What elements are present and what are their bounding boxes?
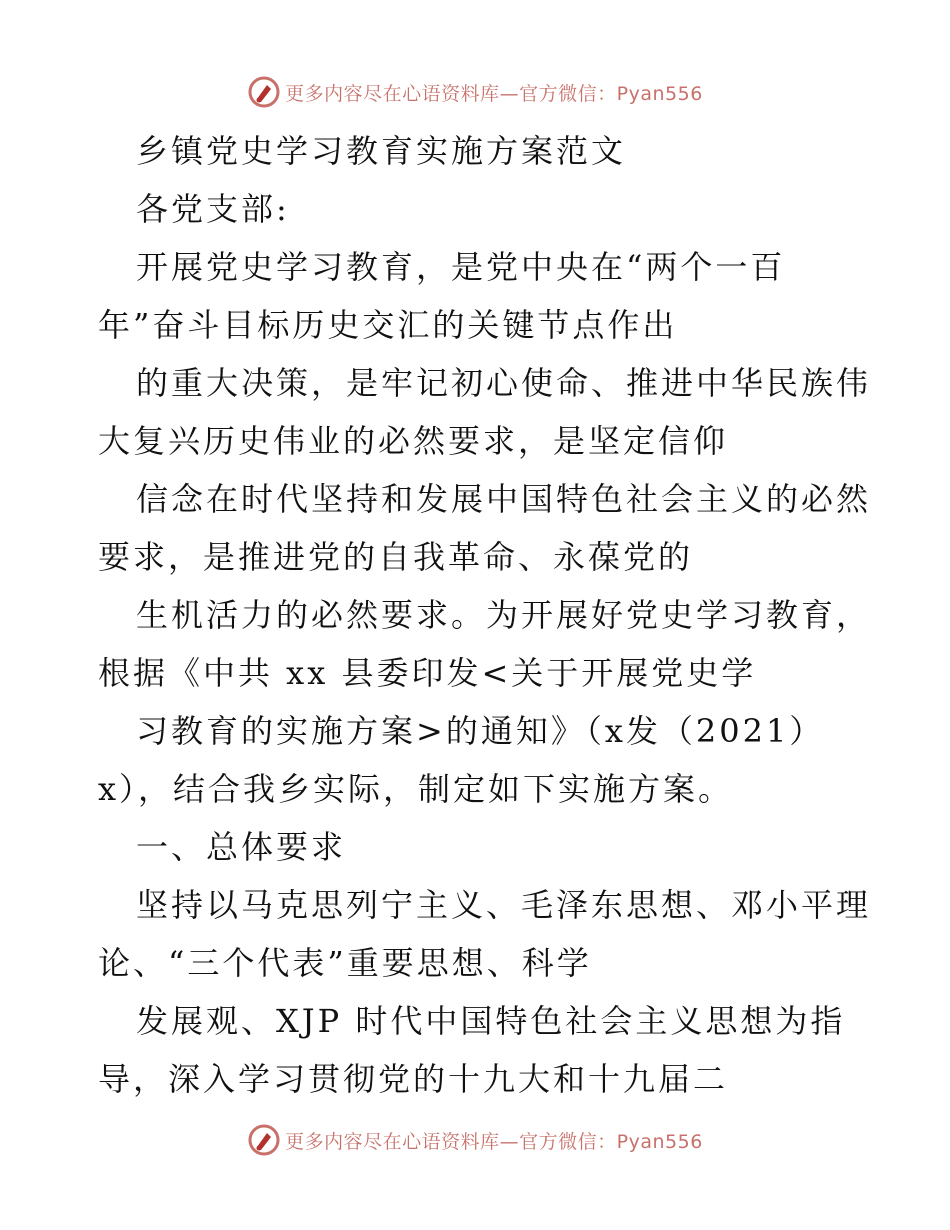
doc-line: 的重大决策，是牢记初心使命、推进中华民族伟 — [136, 364, 872, 402]
watermark-text: 更多内容尽在心语资料库—官方微信：Pyan556 — [285, 1130, 703, 1153]
document-body — [98, 122, 872, 1108]
doc-line: 导，深入学习贯彻党的十九大和十九届二 — [98, 1060, 729, 1098]
doc-line: 根据《中共 xx 县委印发<关于开展党史学 — [98, 654, 757, 692]
doc-line: 开展党史学习教育，是党中央在“两个一百 — [136, 248, 786, 286]
doc-line: 乡镇党史学习教育实施方案范文 — [136, 132, 627, 170]
doc-line: 年”奋斗目标历史交汇的关键节点作出 — [98, 306, 678, 344]
doc-line: 信念在时代坚持和发展中国特色社会主义的必然 — [136, 480, 872, 518]
doc-line: 生机活力的必然要求。为开展好党史学习教育， — [136, 596, 872, 634]
doc-line: 要求，是推进党的自我革命、永葆党的 — [98, 538, 694, 576]
pen-nib-logo-icon — [247, 1123, 281, 1157]
header-watermark — [0, 72, 950, 112]
watermark-text: 更多内容尽在心语资料库—官方微信：Pyan556 — [285, 82, 703, 105]
doc-line: 习教育的实施方案>的通知》（x发（2021） — [136, 712, 825, 750]
doc-line: 各党支部: — [136, 190, 290, 228]
doc-line: 大复兴历史伟业的必然要求，是坚定信仰 — [98, 422, 729, 460]
doc-line: 发展观、XJP 时代中国特色社会主义思想为指 — [136, 1002, 846, 1040]
footer-watermark — [0, 1120, 950, 1160]
section-heading: 一、总体要求 — [136, 828, 347, 866]
doc-line: 论、“三个代表”重要思想、科学 — [98, 944, 592, 982]
doc-line: 坚持以马克思列宁主义、毛泽东思想、邓小平理 — [136, 886, 872, 924]
pen-nib-logo-icon — [247, 75, 281, 109]
doc-line: x），结合我乡实际，制定如下实施方案。 — [98, 770, 734, 808]
